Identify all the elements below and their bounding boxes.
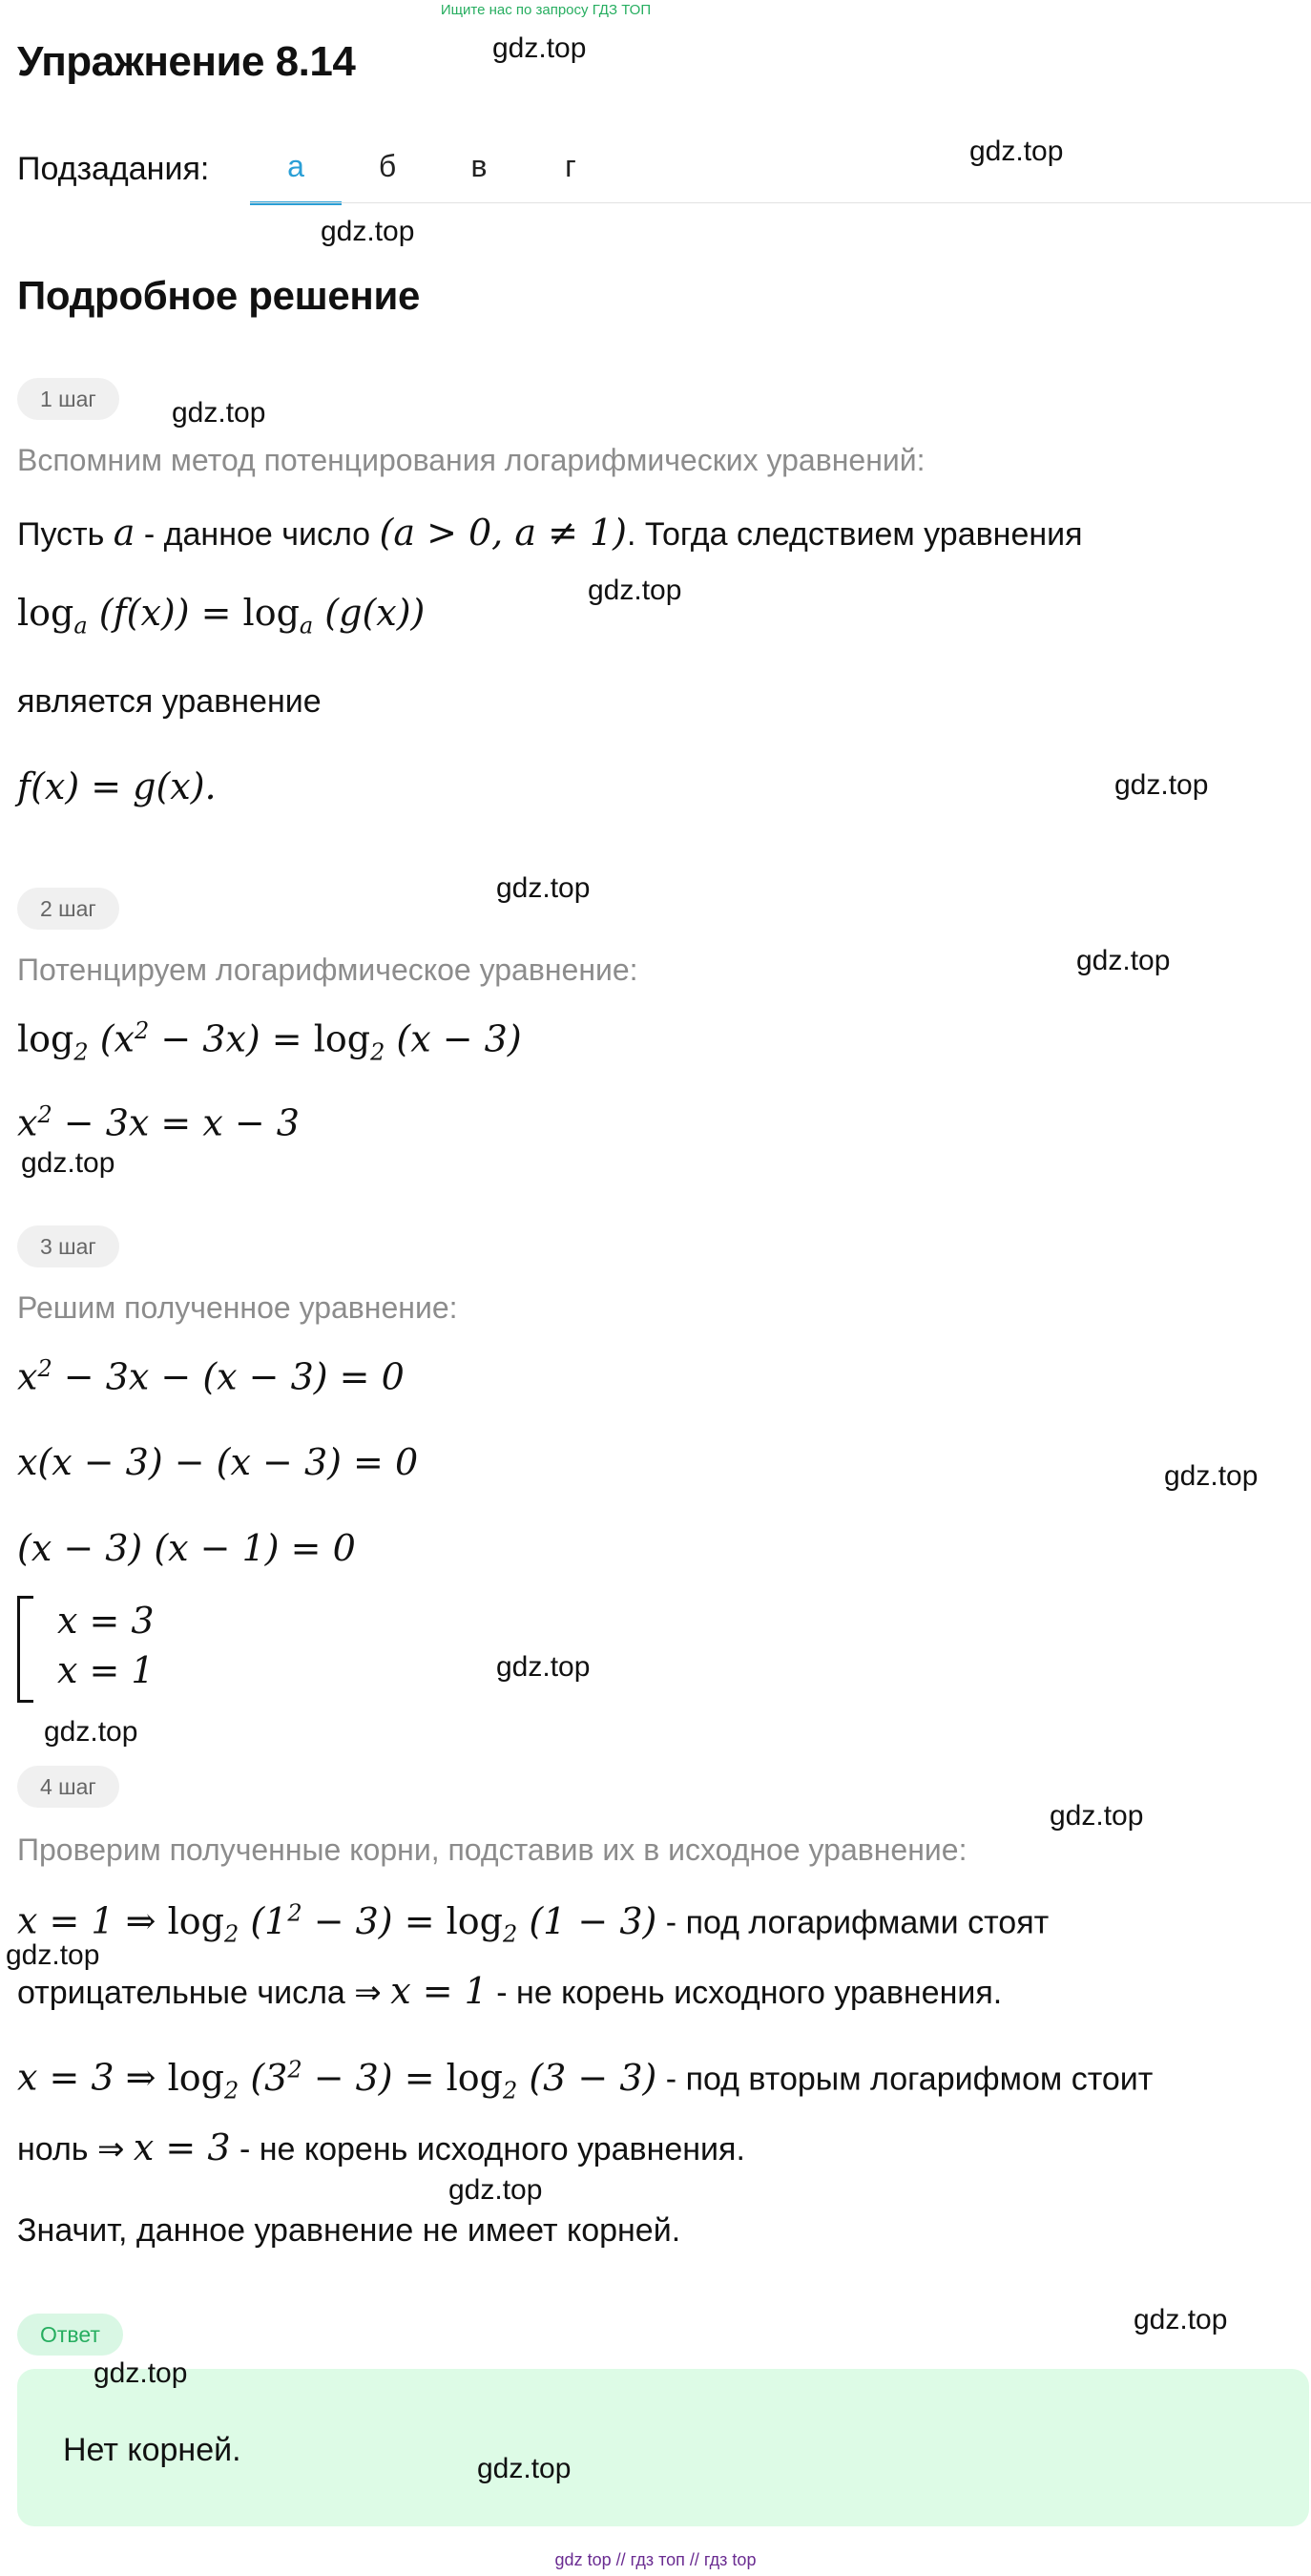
power: 2	[134, 1017, 150, 1044]
step-3-hint: Решим полученное уравнение:	[17, 1290, 458, 1325]
step-4-badge: 4 шаг	[17, 1766, 119, 1808]
log-a: log	[17, 592, 74, 634]
tab-v[interactable]: в	[470, 149, 488, 183]
step-2-badge: 2 шаг	[17, 888, 119, 930]
power: 2	[287, 2056, 302, 2083]
log-base: 2	[73, 1038, 89, 1066]
step-1-equation-1	[17, 592, 425, 639]
check-1-line-2-end: - не корень исходного уравнения.	[487, 1975, 1003, 2011]
subtasks-label: Подзадания:	[17, 151, 210, 187]
footer: gdz top // гдз топ // гдз top	[554, 2550, 757, 2569]
log-b: log	[446, 1899, 503, 1942]
check-2-line-2-math: x = 3	[133, 2126, 231, 2168]
watermark: gdz.top	[94, 2357, 188, 2389]
log-a: log	[17, 1017, 74, 1060]
watermark: gdz.top	[1076, 945, 1171, 976]
log-base-b: a	[299, 612, 314, 639]
watermark: gdz.top	[172, 397, 266, 429]
step-1-line-1-mid: - данное число	[143, 516, 371, 553]
step-1-line-2: является уравнение	[17, 683, 322, 720]
arg-a: (1	[239, 1899, 288, 1942]
step-1-badge: 1 шаг	[17, 378, 119, 420]
step-3-badge: 3 шаг	[17, 1225, 119, 1267]
log-a: log	[167, 2056, 224, 2099]
arg-c: (3 − 3)	[517, 2056, 657, 2099]
step-3-equation-2: x(x − 3) − (x − 3) = 0	[17, 1441, 419, 1483]
log-base: 2	[223, 1920, 239, 1948]
step-1-line-1-end: . Тогда следствием уравнения	[627, 516, 1083, 553]
step-2-hint: Потенцируем логарифмическое уравнение:	[17, 953, 638, 987]
watermark: gdz.top	[44, 1716, 138, 1748]
check-2-line-1	[17, 2056, 1153, 2104]
watermark: gdz.top	[21, 1147, 115, 1179]
log-b: log	[313, 1017, 371, 1060]
log-b: log	[242, 592, 300, 634]
arg-b: − 3x) =	[149, 1017, 314, 1060]
step-1-line-1-cond: (a > 0, a ≠ 1)	[379, 512, 627, 554]
arg-c: (1 − 3)	[517, 1899, 657, 1942]
tab-a[interactable]: а	[250, 143, 342, 205]
step-1-line-1	[17, 512, 1083, 554]
page-title: Упражнение 8.14	[17, 38, 356, 85]
check-2-math: x = 3 ⇒	[17, 2056, 168, 2099]
watermark: gdz.top	[1164, 1460, 1259, 1492]
log-base: 2	[223, 2077, 239, 2105]
step-4-hint: Проверим полученные корни, подставив их в исходное уравнение:	[17, 1833, 968, 1867]
log-base-b: 2	[502, 1920, 518, 1948]
arg-a: (3	[239, 2056, 288, 2099]
check-2-line-2	[17, 2126, 745, 2168]
watermark: gdz.top	[1114, 769, 1209, 801]
check-1-line-2-text: отрицательные числа ⇒	[17, 1975, 382, 2011]
tab-g[interactable]: г	[565, 149, 576, 183]
log-base: a	[73, 612, 88, 639]
eq-a: x	[17, 1355, 38, 1398]
log-base-b: 2	[370, 1038, 385, 1066]
log-a: log	[167, 1899, 224, 1942]
power: 2	[287, 1899, 302, 1926]
subtask-tabs	[250, 143, 616, 205]
root-1: x = 3	[57, 1600, 155, 1642]
watermark: gdz.top	[496, 1651, 591, 1683]
watermark: gdz.top	[448, 2174, 543, 2206]
watermark: gdz.top	[1134, 2304, 1228, 2335]
step-1-line-1-text: Пусть	[17, 516, 105, 553]
watermark: gdz.top	[969, 136, 1064, 167]
conclusion: Значит, данное уравнение не имеет корней.	[17, 2212, 681, 2249]
power: 2	[37, 1355, 52, 1382]
eq-b: − 3x = x − 3	[52, 1101, 300, 1144]
watermark: gdz.top	[588, 575, 682, 606]
answer-badge: Ответ	[17, 2314, 123, 2356]
watermark: gdz.top	[496, 872, 591, 904]
step-1-line-1-var: a	[113, 512, 135, 554]
watermark: gdz.top	[492, 32, 587, 64]
check-2-line-2-end: - не корень исходного уравнения.	[230, 2131, 745, 2168]
log-arg-b: (g(x))	[313, 592, 426, 634]
step-1-equation-2: f(x) = g(x).	[17, 765, 217, 807]
check-2-text: - под вторым логарифмом стоит	[656, 2061, 1154, 2098]
power: 2	[37, 1101, 52, 1128]
step-3-equation-3: (x − 3) (x − 1) = 0	[17, 1527, 356, 1569]
arg-b: − 3) =	[302, 1899, 447, 1942]
eq-b: − 3x − (x − 3) = 0	[52, 1355, 405, 1398]
check-1-line-2	[17, 1970, 1002, 2012]
log-b: log	[446, 2056, 503, 2099]
log-arg: (f(x)) =	[87, 592, 243, 634]
arg-a: (x	[88, 1017, 135, 1060]
check-1-math: x = 1 ⇒	[17, 1899, 168, 1942]
tabs-divider	[250, 202, 1311, 203]
check-1-text: - под логарифмами стоят	[656, 1904, 1050, 1941]
watermark: gdz.top	[321, 216, 415, 247]
step-2-equation-2	[17, 1101, 300, 1144]
eq-a: x	[17, 1101, 38, 1144]
answer-text: Нет корней.	[63, 2432, 241, 2468]
log-base-b: 2	[502, 2077, 518, 2105]
check-2-line-2-text: ноль ⇒	[17, 2131, 125, 2168]
watermark: gdz.top	[1050, 1800, 1144, 1832]
check-1-line-1	[17, 1899, 1049, 1947]
top-notice: Ищите нас по запросу ГДЗ ТОП	[440, 2, 652, 18]
roots-bracket	[17, 1596, 33, 1703]
step-1-hint: Вспомним метод потенцирования логарифмических уравнений:	[17, 443, 926, 477]
watermark: gdz.top	[6, 1939, 100, 1971]
tab-b[interactable]: б	[378, 149, 397, 183]
section-title: Подробное решение	[17, 273, 421, 318]
check-1-line-2-math: x = 1	[390, 1970, 488, 2012]
step-3-equation-1	[17, 1355, 405, 1398]
step-2-equation-1	[17, 1017, 522, 1065]
watermark: gdz.top	[477, 2453, 572, 2484]
arg-c: (x − 3)	[385, 1017, 522, 1060]
root-2: x = 1	[57, 1649, 155, 1691]
arg-b: − 3) =	[302, 2056, 447, 2099]
